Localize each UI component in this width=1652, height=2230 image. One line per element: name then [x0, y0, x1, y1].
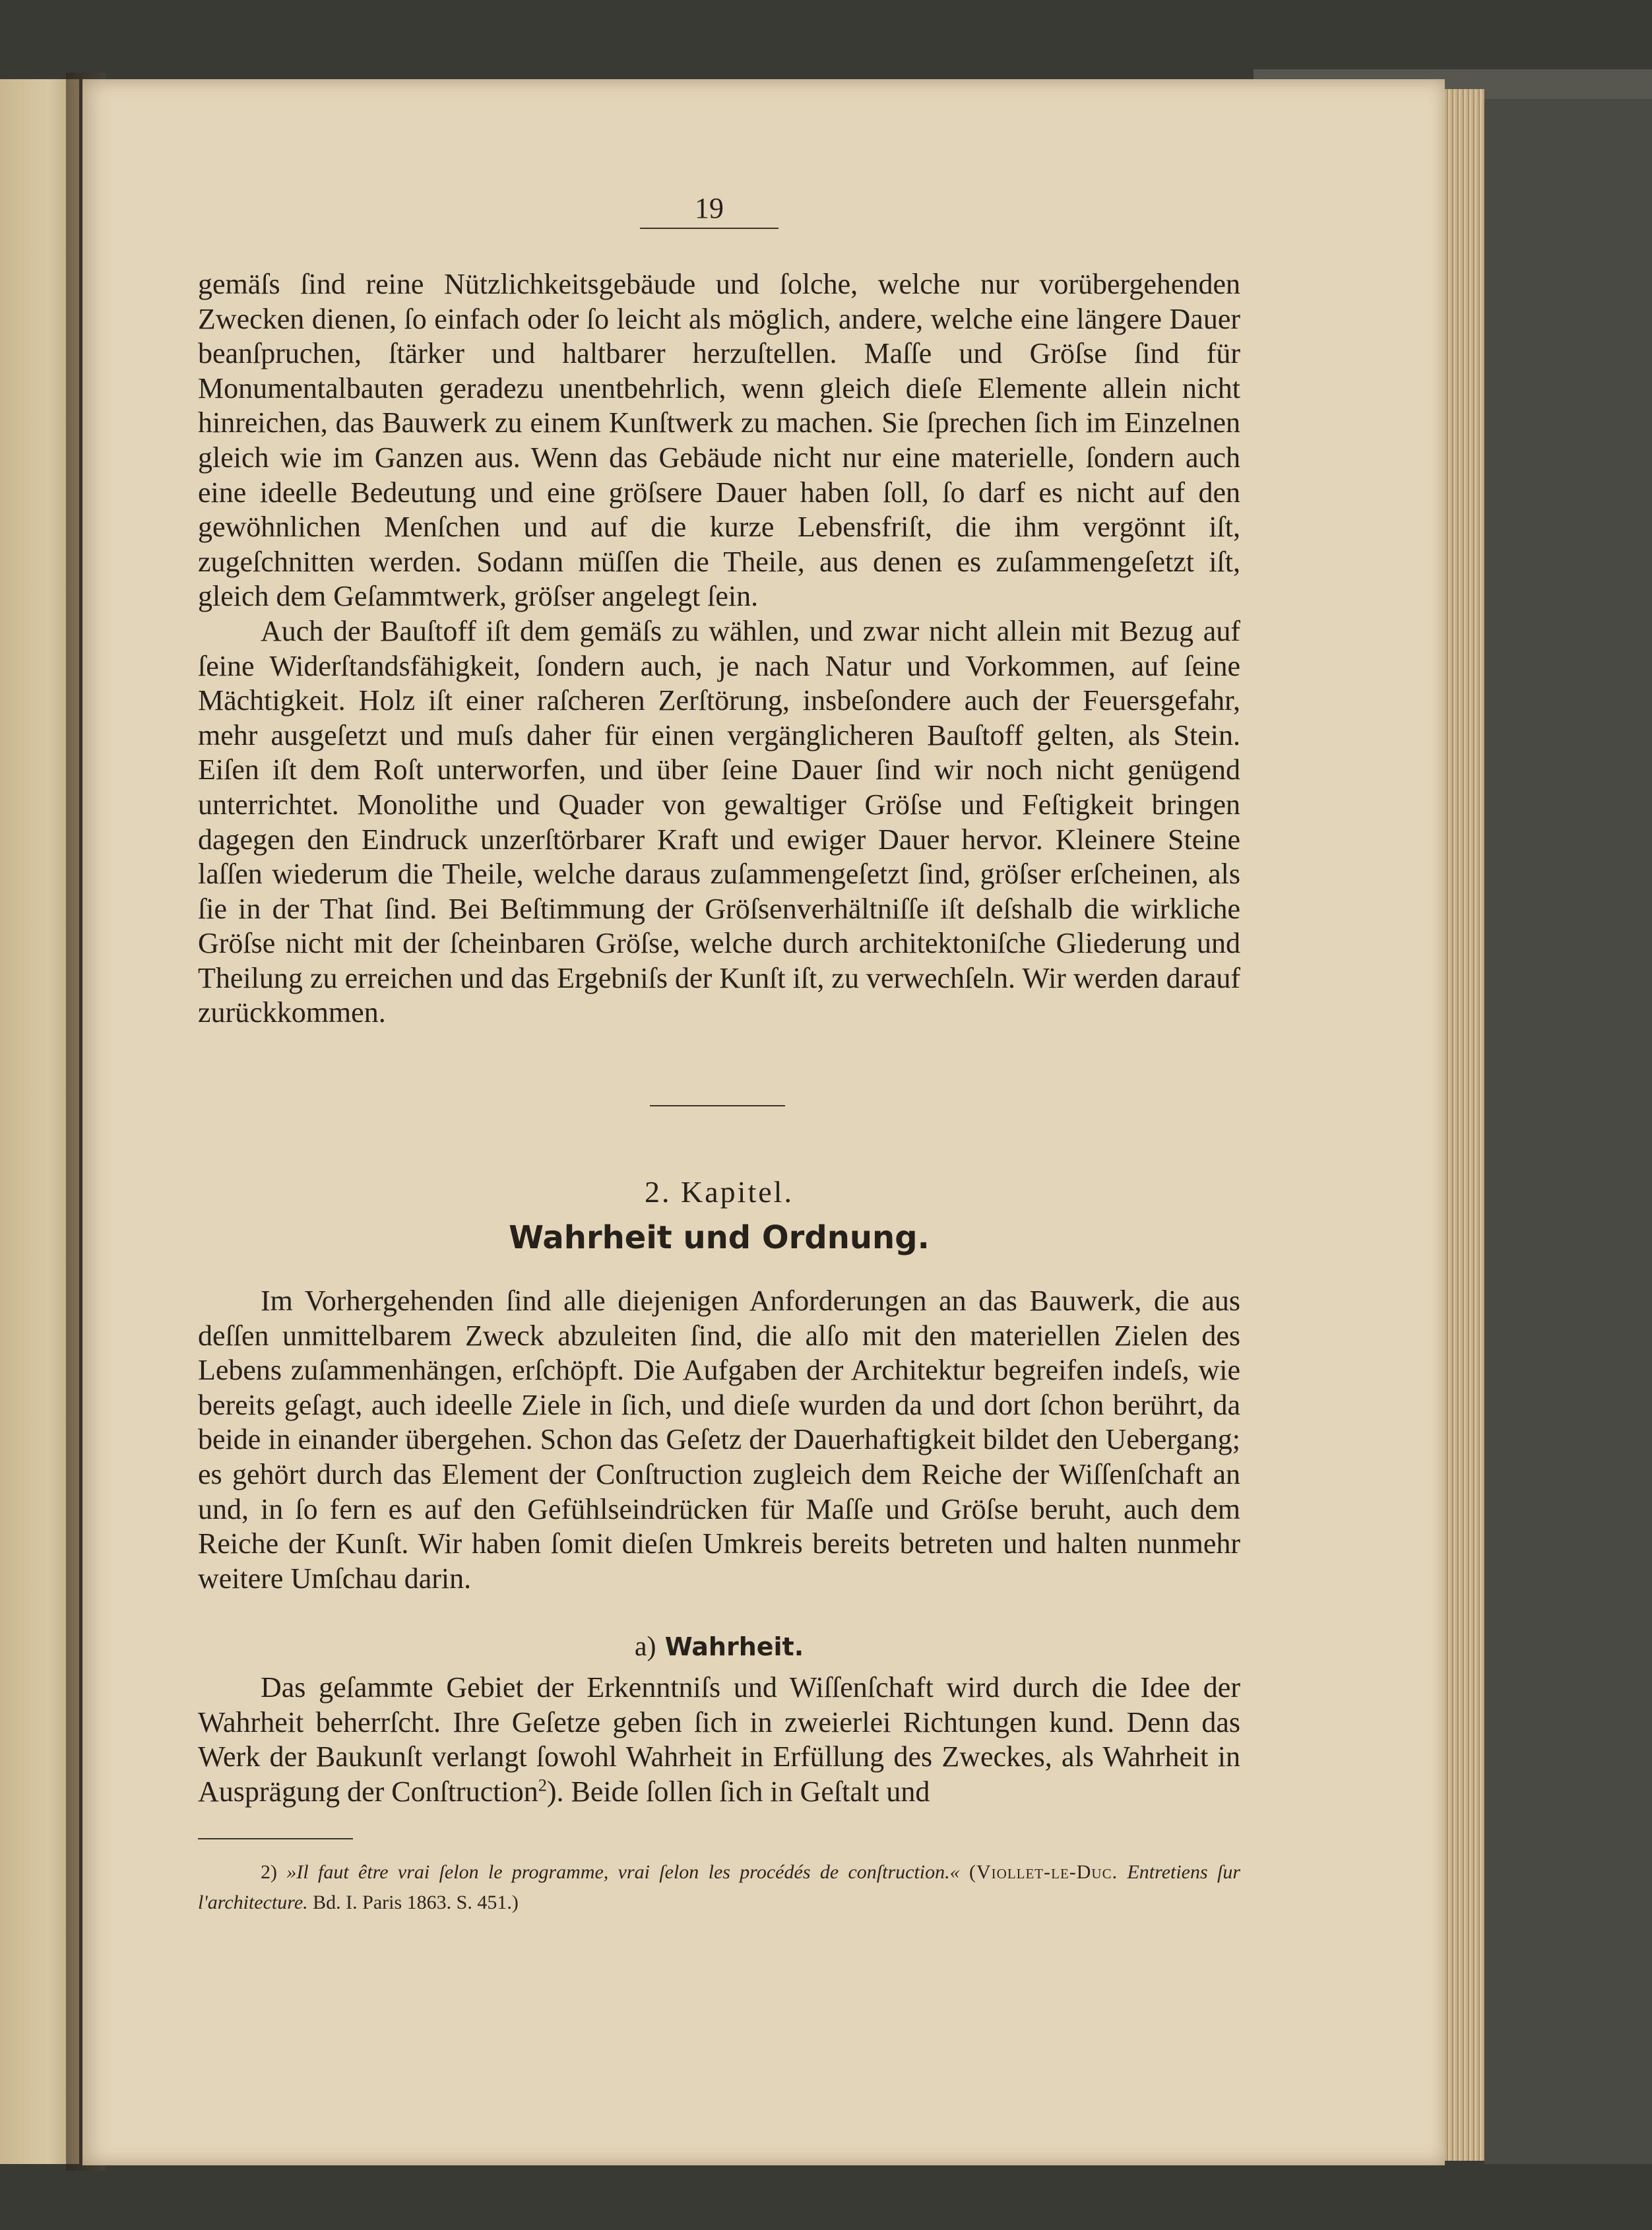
paragraph-wahrheit-text: Das geſammte Gebiet der Erkenntniſs und Wiſſenſchaft wird durch die Idee der Wahrheit beherrſcht. Ihre Geſetze geben ſich in zweierlei Richtungen kund. Denn das Werk der Baukunſt verlangt ſowohl Wahrheit in Erfüllung des Zweckes, als Wahrheit in Ausprägung der Conſtruction — [198, 1671, 1240, 1808]
footnote-details: Bd. I. Paris 1863. S. 451.) — [313, 1892, 519, 1913]
page-edges — [1445, 89, 1484, 2161]
footnote — [198, 1857, 1240, 1918]
paragraph-wahrheit-end: ). Beide ſollen ſich in Geſtalt und — [546, 1775, 930, 1808]
footnote-work: Entretiens ſur l'architecture. — [198, 1861, 1241, 1913]
section-divider — [650, 1105, 785, 1106]
page-number: 19 — [695, 192, 724, 224]
paragraph-chapter-intro: Im Vorhergehenden ſind alle diejenigen Anforderungen an das Bauwerk, die aus deſſen unmittelbarem Zweck abzuleiten ſind, die alſo mit den materiellen Zielen des Lebens zuſammenhängen, erſchöpft. Die Aufgaben der Architektur begreifen indeſs, wie bereits geſagt, auch ideelle Ziele in ſich, und dieſe wurden da und dort ſchon berührt, da beide in einander übergehen. Schon das Geſetz der Dauerhaftigkeit bildet den Uebergang; es gehört durch das Element der Conſtruction zugleich dem Reiche der Wiſſenſchaft an und, in ſo fern es auf den Gefühlseindrücken für Maſſe und Gröſse beruht, auch dem Reiche der Kunſt. Wir haben ſomit dieſen Umkreis bereits betreten und halten nunmehr weitere Umſchau darin. — [198, 1285, 1240, 1595]
paragraph-baustoff: Auch der Bauſtoff iſt dem gemäſs zu wählen, und zwar nicht allein mit Bezug auf ſeine Widerſtandsfähigkeit, ſondern auch, je nach Natur und Vorkommen, auf ſeine Mächtigkeit. Holz iſt einer raſcheren Zerſtörung, insbeſondere auch der Feuersgefahr, mehr ausgeſetzt und muſs daher für einen vergänglicheren Bauſtoff gelten, als Stein. Eiſen iſt dem Roſt unterworfen, und über ſeine Dauer ſind wir noch nicht genügend unterrichtet. Monolithe und Quader von gewaltiger Gröſse und Feſtigkeit bringen dagegen den Eindruck unzerſtörbarer Kraft und ewiger Dauer hervor. Kleinere Steine laſſen wiederum die Theile, welche daraus zuſammengeſetzt ſind, gröſser erſcheinen, als ſie in der That ſind. Bei Beſtimmung der Gröſsenverhältniſſe iſt deſshalb die wirkliche Gröſse nicht mit der ſcheinbaren Gröſse, welche durch architektoniſche Gliederung und Theilung zu erreichen und das Ergebniſs der Kunſt iſt, zu verwechſeln. Wir werden darauf zurückkommen. — [198, 614, 1240, 1029]
page-number-rule — [640, 228, 778, 229]
footnote-author: (Viollet-le-Duc. — [969, 1861, 1118, 1883]
chapter-label: 2. Kapitel. — [645, 1175, 794, 1209]
section-heading — [198, 1631, 1240, 1663]
footnote-reference: 2 — [538, 1775, 547, 1795]
paragraph-wahrheit — [198, 1671, 1240, 1809]
footnote-marker: 2) — [261, 1861, 277, 1883]
chapter-text — [198, 1284, 1240, 1596]
cover-board — [1484, 99, 1652, 2164]
intro-text — [198, 267, 1240, 1031]
paragraph-continuation: gemäſs ſind reine Nützlichkeitsgebäude und ſolche, welche nur vorübergehenden Zwecken dienen, ſo einfach oder ſo leicht als möglich, andere, welche eine längere Dauer beanſpruchen, ſtärker und haltbarer herzuſtellen. Maſſe und Gröſse ſind für Monumentalbauten geradezu unentbehrlich, wenn gleich dieſe Elemente allein nicht hinreichen, das Bauwerk zu einem Kunſtwerk zu machen. Sie ſprechen ſich im Einzelnen gleich wie im Ganzen aus. Wenn das Gebäude nicht nur eine materielle, ſondern auch eine ideelle Bedeutung und eine gröſsere Dauer haben ſoll, ſo darf es nicht auf den gewöhnlichen Menſchen und auf die kurze Lebensfriſt, die ihm vergönnt iſt, zugeſchnitten werden. Sodann müſſen die Theile, aus denen es zuſammengeſetzt iſt, gleich dem Geſammtwerk, gröſser angelegt ſein. — [198, 268, 1240, 613]
section-heading-prefix: a) — [634, 1632, 656, 1662]
section-text — [198, 1671, 1240, 1809]
footnote-rule — [198, 1838, 353, 1839]
chapter-title: Wahrheit und Ordnung. — [509, 1219, 930, 1256]
footnote-quote: »Il faut être vrai ſelon le programme, vrai ſelon les procédés de conſtruction.« — [286, 1861, 960, 1883]
section-heading-title: Wahrheit. — [664, 1632, 804, 1661]
